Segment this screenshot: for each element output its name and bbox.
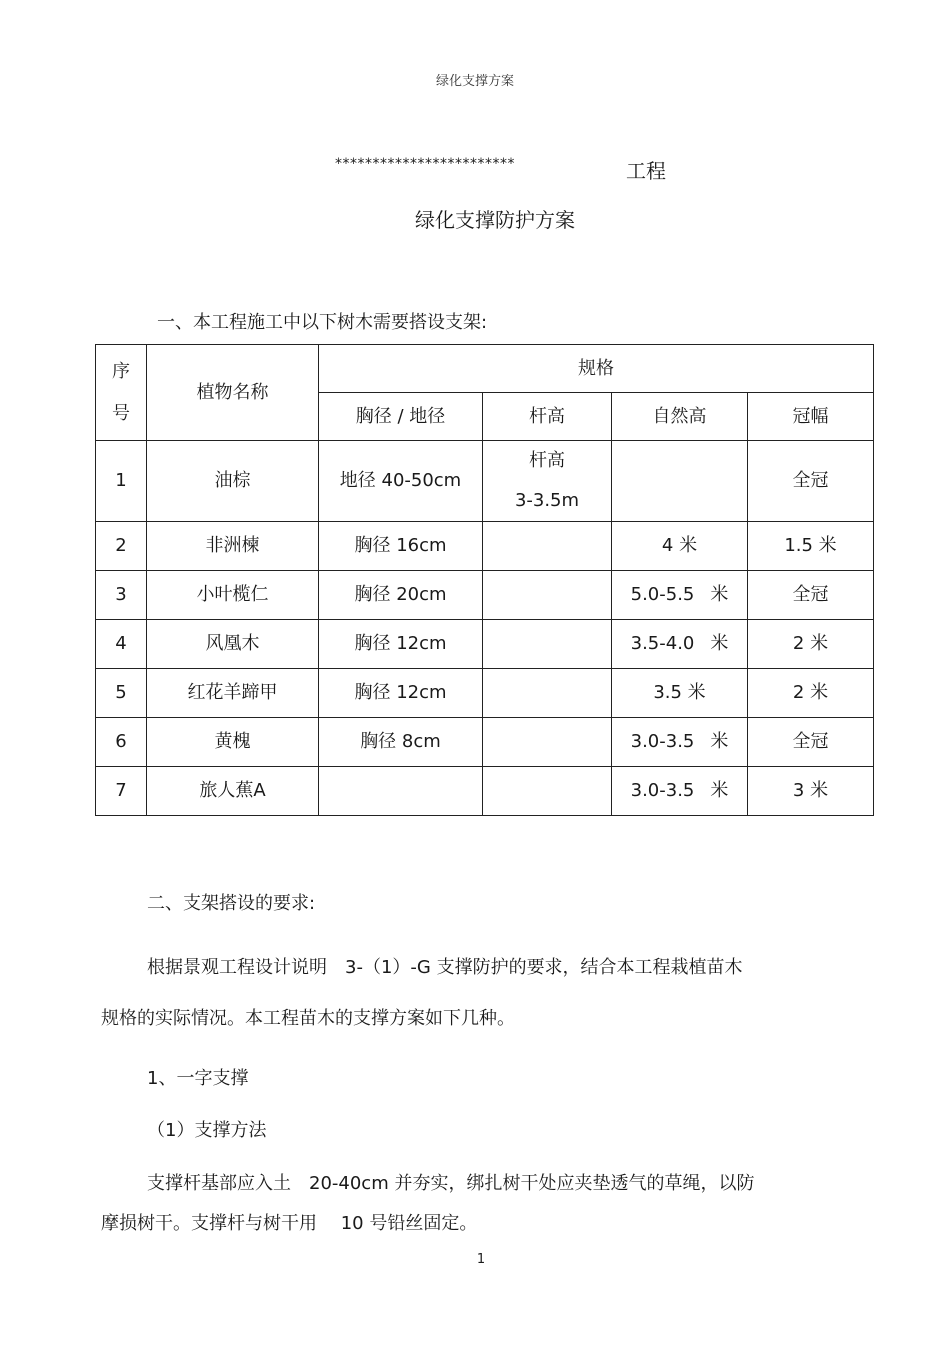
- cell-no: 6: [96, 718, 147, 767]
- cell-plant-name: 黄槐: [147, 718, 319, 767]
- cell-natural-height: [612, 718, 748, 767]
- header-pole: 杆高: [483, 393, 612, 441]
- section1-heading: 一、本工程施工中以下树木需要搭设支架:: [157, 312, 488, 333]
- plant-spec-table: [95, 344, 874, 816]
- cell-no: 2: [96, 522, 147, 571]
- page-number: 1: [476, 1252, 486, 1267]
- cell-crown: 全冠: [748, 441, 874, 522]
- cell-pole: [483, 522, 612, 571]
- cell-crown: 3 米: [748, 767, 874, 816]
- cell-trunk: 胸径 12cm: [319, 669, 483, 718]
- cell-natural-height: [612, 522, 748, 571]
- cell-plant-name: 旅人蕉A: [147, 767, 319, 816]
- cell-trunk: 胸径 8cm: [319, 718, 483, 767]
- natural-height-value: 4 米: [661, 535, 698, 557]
- cell-crown: 2 米: [748, 669, 874, 718]
- cell-pole: [483, 620, 612, 669]
- running-header: 绿化支撑方案: [435, 74, 514, 89]
- cell-pole: [483, 718, 612, 767]
- natural-height-value: 3.0-3.5: [630, 780, 695, 802]
- cell-plant-name: 非洲楝: [147, 522, 319, 571]
- natural-height-value: 3.5-4.0: [630, 633, 695, 655]
- cell-trunk: 地径 40-50cm: [319, 441, 483, 522]
- cell-no: 4: [96, 620, 147, 669]
- cell-pole: [483, 571, 612, 620]
- cell-plant-name: 油棕: [147, 441, 319, 522]
- pole-value: 3-3.5m: [514, 490, 580, 511]
- cell-natural-height: [612, 767, 748, 816]
- cell-trunk: 胸径 12cm: [319, 620, 483, 669]
- table-row: [96, 620, 874, 669]
- cell-no: 3: [96, 571, 147, 620]
- natural-height-unit: 米: [710, 584, 729, 606]
- natural-height-unit: 米: [710, 633, 729, 655]
- subheading-1: 1、一字支撑: [147, 1068, 249, 1089]
- pole-label: 杆高: [529, 450, 565, 471]
- subheading-1-1: （1）支撑方法: [147, 1120, 267, 1141]
- header-trunk: 胸径 / 地径: [319, 393, 483, 441]
- table-header-row: [96, 345, 874, 393]
- cell-natural-height: [612, 441, 748, 522]
- table-row: [96, 441, 874, 522]
- paragraph-line: 支撑杆基部应入土 20-40cm 并夯实，绑扎树干处应夹垫透气的草绳，以防: [147, 1173, 755, 1194]
- header-natural-height: 自然高: [612, 393, 748, 441]
- cell-trunk: 胸径 20cm: [319, 571, 483, 620]
- natural-height-value: 3.5 米: [653, 682, 706, 704]
- table-row: [96, 718, 874, 767]
- cell-trunk: 胸径 16cm: [319, 522, 483, 571]
- section2-heading: 二、支架搭设的要求:: [147, 893, 316, 914]
- paragraph-line: 规格的实际情况。本工程苗木的支撑方案如下几种。: [101, 1008, 515, 1029]
- cell-natural-height: [612, 669, 748, 718]
- cell-crown: 1.5 米: [748, 522, 874, 571]
- paragraph-line: 摩损树干。支撑杆与树干用 10 号铅丝固定。: [101, 1213, 478, 1234]
- cell-pole: [483, 767, 612, 816]
- document-title: 绿化支撑防护方案: [415, 208, 575, 232]
- header-crown: 冠幅: [748, 393, 874, 441]
- cell-crown: 全冠: [748, 571, 874, 620]
- table-row: [96, 767, 874, 816]
- cell-pole: [483, 669, 612, 718]
- natural-height-unit: 米: [710, 731, 729, 753]
- project-name-placeholder: ************************: [335, 156, 515, 172]
- cell-plant-name: 小叶榄仁: [147, 571, 319, 620]
- project-suffix: 工程: [626, 159, 666, 183]
- table-row: [96, 571, 874, 620]
- cell-no: 7: [96, 767, 147, 816]
- cell-trunk: [319, 767, 483, 816]
- natural-height-unit: 米: [710, 780, 729, 802]
- paragraph-line: 根据景观工程设计说明 3-（1）-G 支撑防护的要求，结合本工程栽植苗木: [147, 957, 743, 978]
- cell-natural-height: [612, 620, 748, 669]
- cell-natural-height: [612, 571, 748, 620]
- cell-crown: 2 米: [748, 620, 874, 669]
- header-spec: 规格: [319, 345, 874, 393]
- header-plant-name: 植物名称: [147, 345, 319, 441]
- natural-height-value: 3.0-3.5: [630, 731, 695, 753]
- cell-crown: 全冠: [748, 718, 874, 767]
- cell-no: 1: [96, 441, 147, 522]
- cell-plant-name: 红花羊蹄甲: [147, 669, 319, 718]
- cell-pole: [483, 441, 612, 522]
- natural-height-value: 5.0-5.5: [630, 584, 695, 606]
- cell-no: 5: [96, 669, 147, 718]
- cell-plant-name: 风凰木: [147, 620, 319, 669]
- header-no: 序号: [96, 345, 147, 441]
- table-row: [96, 522, 874, 571]
- table-row: [96, 669, 874, 718]
